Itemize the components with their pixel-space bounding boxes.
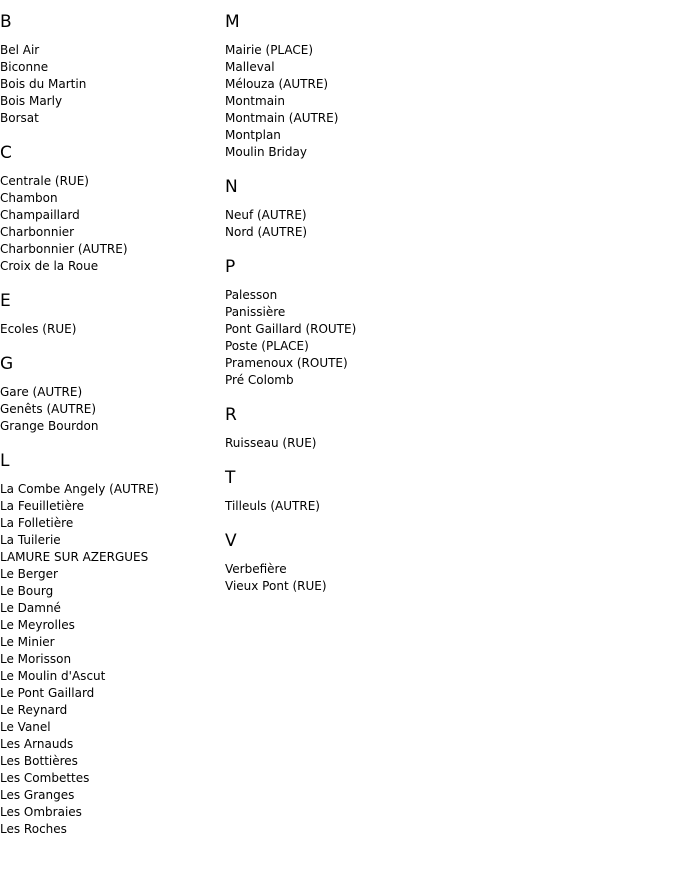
section-p: [225, 257, 525, 389]
place-item-le-vanel: Le Vanel: [0, 720, 51, 734]
section-letter-heading: G: [0, 354, 14, 374]
place-item-moulin-briday: Moulin Briday: [225, 145, 307, 159]
place-item-le-berger: Le Berger: [0, 567, 58, 581]
place-item-verbefiere: Verbefière: [225, 562, 287, 576]
place-item-les-combettes: Les Combettes: [0, 771, 90, 785]
section-v: [225, 531, 525, 595]
place-item-le-meyrolles: Le Meyrolles: [0, 618, 75, 632]
place-item-le-bourg: Le Bourg: [0, 584, 54, 598]
section-r: [225, 405, 525, 452]
place-item-champaillard: Champaillard: [0, 208, 80, 222]
place-item-poste-place: Poste (PLACE): [225, 339, 309, 353]
place-item-les-arnauds: Les Arnauds: [0, 737, 74, 751]
place-item-melouza-autre: Mélouza (AUTRE): [225, 77, 329, 91]
place-item-vieux-pont-rue: Vieux Pont (RUE): [225, 579, 327, 593]
place-item-grange-bourdon: Grange Bourdon: [0, 419, 99, 433]
place-list: [225, 207, 525, 241]
section-letter-heading: M: [225, 12, 240, 32]
place-item-ruisseau-rue: Ruisseau (RUE): [225, 436, 317, 450]
place-item-pont-gaillard-route: Pont Gaillard (ROUTE): [225, 322, 357, 336]
place-item-bois-du-martin: Bois du Martin: [0, 77, 87, 91]
place-item-le-moulin-d-ascut: Le Moulin d'Ascut: [0, 669, 106, 683]
place-item-pre-colomb: Pré Colomb: [225, 373, 294, 387]
section-n: [225, 177, 525, 241]
place-item-croix-de-la-roue: Croix de la Roue: [0, 259, 99, 273]
place-item-la-feuilletiere: La Feuilletière: [0, 499, 84, 513]
place-item-chambon: Chambon: [0, 191, 58, 205]
section-b: [0, 12, 220, 127]
right-column: [225, 0, 525, 595]
section-t: [225, 468, 525, 515]
place-item-les-granges: Les Granges: [0, 788, 75, 802]
place-list: [0, 42, 220, 127]
place-item-lamure-sur-azergues: LAMURE SUR AZERGUES: [0, 550, 149, 564]
place-item-pramenoux-route: Pramenoux (ROUTE): [225, 356, 348, 370]
section-c: [0, 143, 220, 275]
place-item-centrale-rue: Centrale (RUE): [0, 174, 89, 188]
section-letter-heading: B: [0, 12, 12, 32]
place-item-nord-autre: Nord (AUTRE): [225, 225, 308, 239]
section-letter-heading: R: [225, 405, 237, 425]
place-item-le-pont-gaillard: Le Pont Gaillard: [0, 686, 95, 700]
place-item-la-folletiere: La Folletière: [0, 516, 74, 530]
place-item-panissiere: Panissière: [225, 305, 286, 319]
place-item-le-reynard: Le Reynard: [0, 703, 68, 717]
section-letter-heading: V: [225, 531, 237, 551]
section-l: [0, 451, 220, 838]
place-list: [0, 481, 220, 838]
place-item-biconne: Biconne: [0, 60, 49, 74]
place-item-palesson: Palesson: [225, 288, 278, 302]
place-item-neuf-autre: Neuf (AUTRE): [225, 208, 307, 222]
section-letter-heading: P: [225, 257, 236, 277]
place-item-ecoles-rue: Ecoles (RUE): [0, 322, 77, 336]
place-item-le-minier: Le Minier: [0, 635, 55, 649]
place-item-le-damne: Le Damné: [0, 601, 61, 615]
place-list: [225, 561, 525, 595]
place-item-montmain-autre: Montmain (AUTRE): [225, 111, 339, 125]
place-item-charbonnier: Charbonnier: [0, 225, 75, 239]
place-item-les-bottieres: Les Bottières: [0, 754, 78, 768]
place-list: [0, 173, 220, 275]
section-letter-heading: C: [0, 143, 12, 163]
place-item-charbonnier-autre: Charbonnier (AUTRE): [0, 242, 128, 256]
section-m: [225, 12, 525, 161]
place-item-le-morisson: Le Morisson: [0, 652, 72, 666]
section-letter-heading: N: [225, 177, 238, 197]
place-item-les-roches: Les Roches: [0, 822, 67, 836]
place-item-les-ombraies: Les Ombraies: [0, 805, 82, 819]
place-list: [225, 435, 525, 452]
left-column: [0, 0, 220, 838]
section-g: [0, 354, 220, 435]
place-item-genets-autre: Genêts (AUTRE): [0, 402, 97, 416]
place-item-gare-autre: Gare (AUTRE): [0, 385, 83, 399]
section-letter-heading: L: [0, 451, 10, 471]
place-item-la-tuilerie: La Tuilerie: [0, 533, 61, 547]
place-list: [0, 384, 220, 435]
section-letter-heading: E: [0, 291, 11, 311]
place-item-la-combe-angely-autre: La Combe Angely (AUTRE): [0, 482, 159, 496]
place-item-tilleuls-autre: Tilleuls (AUTRE): [225, 499, 320, 513]
section-letter-heading: T: [225, 468, 236, 488]
place-item-montmain: Montmain: [225, 94, 285, 108]
section-e: [0, 291, 220, 338]
place-item-bois-marly: Bois Marly: [0, 94, 63, 108]
place-list: [225, 498, 525, 515]
place-item-malleval: Malleval: [225, 60, 275, 74]
place-item-mairie-place: Mairie (PLACE): [225, 43, 314, 57]
place-list: [0, 321, 220, 338]
place-list: [225, 287, 525, 389]
place-item-borsat: Borsat: [0, 111, 39, 125]
place-item-montplan: Montplan: [225, 128, 281, 142]
place-list: [225, 42, 525, 161]
place-item-bel-air: Bel Air: [0, 43, 40, 57]
